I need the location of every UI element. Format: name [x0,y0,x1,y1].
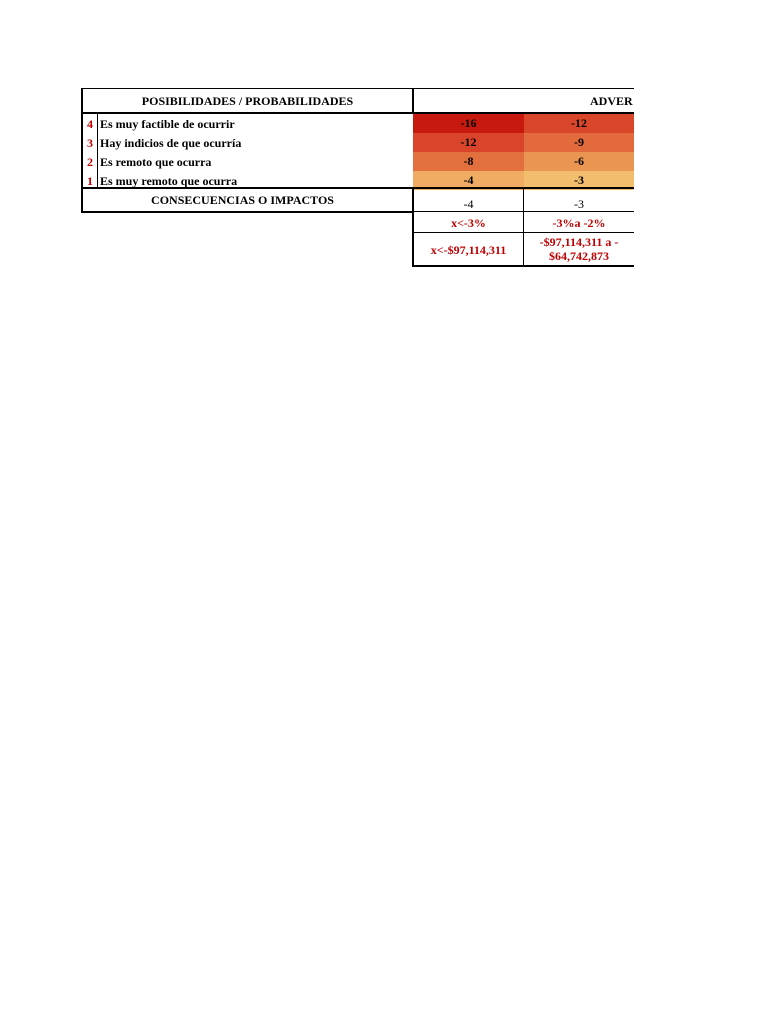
posibilidades-header: POSIBILIDADES / PROBABILIDADES [141,94,354,108]
probability-number: 3 [87,135,93,150]
probability-label: Es muy remoto que ocurra [100,173,238,188]
money-range-1: x<-$97,114,311 [430,242,507,257]
border-line [523,188,524,266]
border-line [81,112,634,114]
consecuencias-label: CONSECUENCIAS O IMPACTOS [151,193,334,207]
border-line [81,88,83,213]
border-line [81,187,634,189]
border-line [412,88,414,113]
risk-matrix-cell: -16 [413,114,524,133]
risk-matrix-cell: -4 [413,171,524,190]
risk-matrix-cell: -3 [524,171,634,190]
percent-range-2: -3%a -2% [552,215,606,230]
probability-number: 4 [87,116,93,131]
consecuencias-value-1: -4 [463,197,474,211]
probability-label: Es remoto que ocurra [100,154,212,169]
probability-number: 1 [87,173,93,188]
border-line [97,113,98,188]
probability-label: Es muy factible de ocurrir [100,116,235,131]
probability-number: 2 [87,154,93,169]
risk-matrix-cell: -8 [413,152,524,171]
risk-matrix-cell: -6 [524,152,634,171]
border-line [81,88,634,89]
risk-matrix-cell: -12 [413,133,524,152]
border-line [81,211,414,213]
risk-matrix-cell: -9 [524,133,634,152]
probability-label: Hay indicios de que ocurría [100,135,242,150]
adverso-header: ADVER [590,94,633,108]
risk-matrix-cell: -12 [524,114,634,133]
money-range-2: -$97,114,311 a - $64,742,873 [539,234,619,263]
consecuencias-value-2: -3 [574,197,584,211]
border-line [412,187,414,267]
percent-range-1: x<-3% [451,215,486,230]
